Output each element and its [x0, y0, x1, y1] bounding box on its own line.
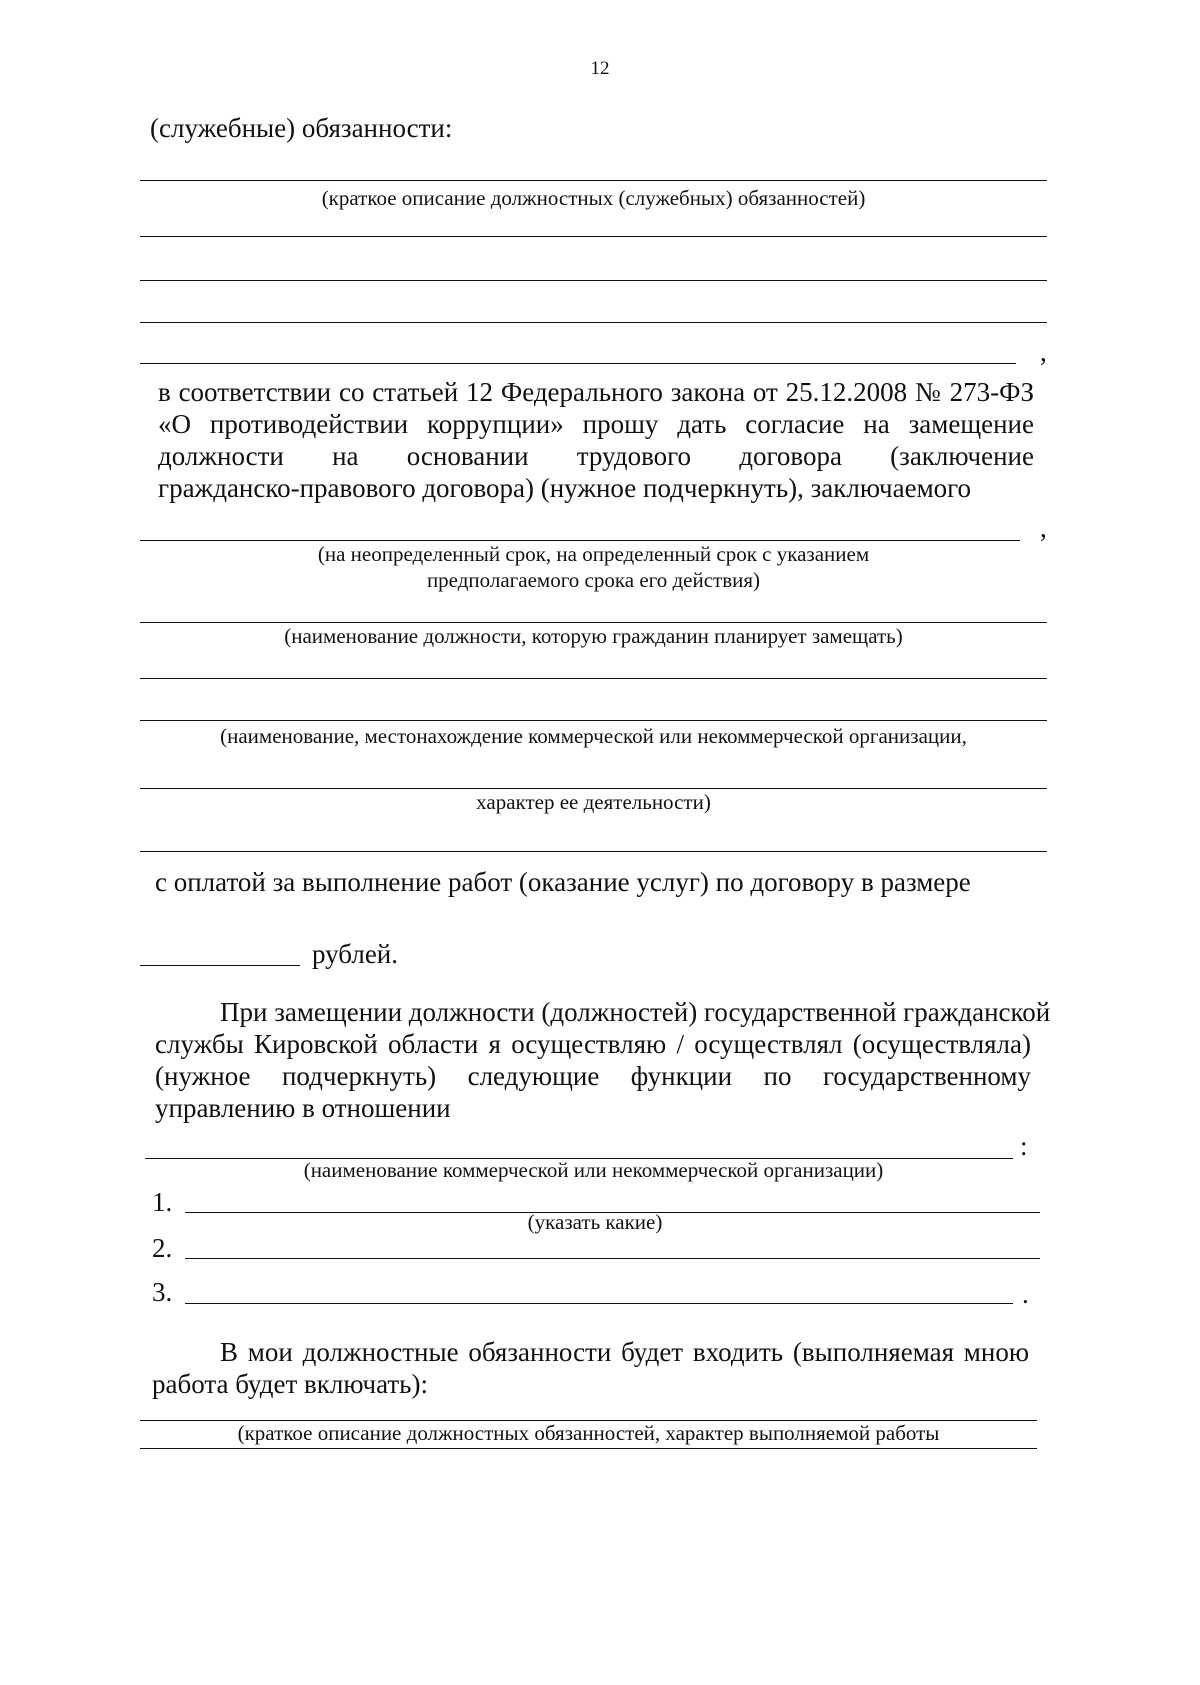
caption-position: (наименование должности, которую гражданин планирует замещать): [284, 624, 903, 648]
caption-term: предполагаемого срока его действия): [426, 568, 761, 592]
caption-organization-activity: характер ее деятельности): [476, 790, 711, 814]
list-number: 2.: [152, 1233, 173, 1263]
paragraph-line: «О противодействии коррупции» прошу дать согласие на замещение: [158, 409, 1034, 439]
paragraph-line: работа будет включать):: [152, 1369, 428, 1399]
paragraph-line: управлению в отношении: [155, 1093, 451, 1123]
caption-term: (на неопределенный срок, на определенный срок с указанием: [317, 542, 870, 566]
fill-line[interactable]: [140, 720, 1047, 721]
fill-line[interactable]: [140, 322, 1047, 323]
caption-duties: (краткое описание должностных (служебных) обязанностей): [321, 186, 866, 210]
fill-line[interactable]: [140, 678, 1047, 679]
payment-text: с оплатой за выполнение работ (оказание услуг) по договору в размере: [155, 867, 971, 897]
paragraph-line: службы Кировской области я осуществляю / осуществлял (осуществляла): [155, 1029, 1031, 1059]
caption-work: (краткое описание должностных обязанностей, характер выполняемой работы: [237, 1421, 940, 1445]
list-number: 3.: [152, 1277, 173, 1307]
fill-line[interactable]: [140, 851, 1047, 852]
page-number: 12: [590, 58, 610, 79]
fill-line[interactable]: [140, 1448, 1037, 1449]
comma: ,: [1040, 513, 1047, 543]
paragraph-line: (нужное подчеркнуть) следующие функции по государственному: [155, 1061, 1031, 1091]
paragraph-line: в соответствии со статьей 12 Федерального закона от 25.12.2008 № 273-ФЗ: [158, 377, 1034, 407]
list-line[interactable]: [185, 1258, 1040, 1259]
fill-line[interactable]: [140, 363, 1016, 364]
list-line[interactable]: [185, 1303, 1013, 1304]
amount-line[interactable]: [140, 965, 300, 966]
fill-line[interactable]: [140, 180, 1047, 181]
heading-continuation: (служебные) обязанности:: [150, 113, 453, 143]
fill-line[interactable]: [140, 540, 1020, 541]
fill-line[interactable]: [140, 788, 1047, 789]
fill-line[interactable]: [140, 622, 1047, 623]
paragraph-duties: [152, 1336, 1029, 1400]
rubles-label: рублей.: [312, 939, 399, 969]
fill-line[interactable]: [140, 236, 1047, 237]
paragraph-line: должности на основании трудового договора (заключение: [158, 441, 1034, 471]
paragraph-consent: [158, 376, 1034, 504]
caption-organization: (наименование, местонахождение коммерческой или некоммерческой организации,: [220, 724, 967, 748]
paragraph-line: В мои должностные обязанности будет входить (выполняемая мною: [220, 1337, 1029, 1367]
paragraph-line: гражданско-правового договора) (нужное подчеркнуть), заключаемого: [158, 473, 972, 503]
list-number: 1.: [152, 1187, 173, 1217]
paragraph-line: При замещении должности (должностей) государственной гражданской: [220, 997, 1051, 1027]
paragraph-functions: [155, 996, 1051, 1124]
caption-organization-name: (наименование коммерческой или некоммерческой организации): [303, 1158, 884, 1182]
period: .: [1022, 1279, 1029, 1309]
colon: :: [1020, 1131, 1028, 1161]
fill-line[interactable]: [140, 280, 1047, 281]
caption-which: (указать какие): [527, 1210, 663, 1234]
comma: ,: [1040, 337, 1047, 367]
